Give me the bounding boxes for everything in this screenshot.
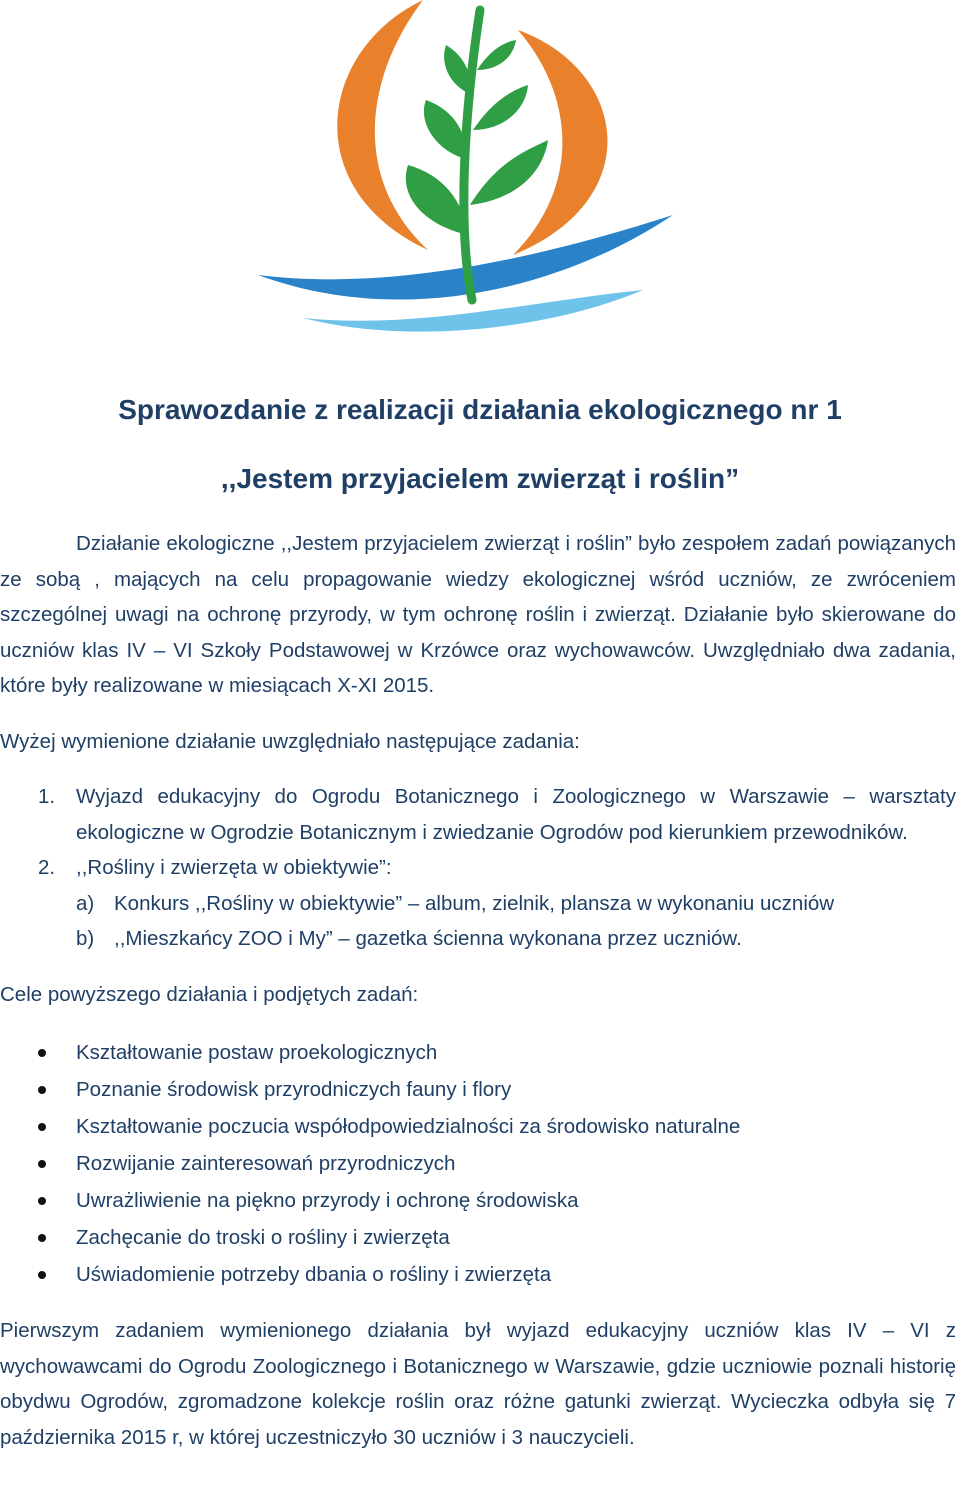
subtask-text: Konkurs ,,Rośliny w obiektywie” – album, zielnik, plansza w wykonaniu uczniów — [114, 891, 835, 915]
goal-text: Zachęcanie do troski o rośliny i zwierzęta — [76, 1226, 450, 1249]
eco-logo — [258, 0, 678, 345]
goal-text: Uświadomienie potrzeby dbania o rośliny i zwierzęta — [76, 1263, 552, 1286]
task-number: 2. — [38, 856, 56, 879]
list-item — [76, 921, 956, 957]
bullet-icon — [38, 1271, 46, 1279]
list-item — [0, 1182, 956, 1219]
goal-text: Poznanie środowisk przyrodniczych fauny i flory — [76, 1078, 512, 1101]
list-item — [0, 1219, 956, 1256]
task-number: 1. — [38, 785, 56, 808]
bullet-icon — [38, 1197, 46, 1205]
document-title: Sprawozdanie z realizacji działania ekologicznego nr 1 — [118, 394, 842, 425]
document-body — [0, 526, 956, 1455]
subtask-letter: a) — [76, 891, 95, 915]
list-item — [76, 886, 956, 922]
goals-intro: Cele powyższego działania i podjętych zadań: — [0, 982, 419, 1006]
orange-left-crescent — [337, 0, 428, 250]
list-item — [0, 850, 956, 957]
document-subtitle: ,,Jestem przyjacielem zwierząt i roślin” — [220, 463, 740, 494]
task-text: ,,Rośliny i zwierzęta w obiektywie”: — [76, 856, 392, 879]
list-item — [0, 1256, 956, 1293]
tasks-list — [0, 779, 956, 957]
goal-text: Kształtowanie postaw proekologicznych — [76, 1041, 438, 1064]
leaf-right-3 — [477, 40, 516, 70]
goal-text: Uwrażliwienie na piękno przyrody i ochronę środowiska — [76, 1189, 579, 1212]
orange-right-crescent — [513, 30, 607, 255]
list-item — [0, 1145, 956, 1182]
goal-text: Rozwijanie zainteresowań przyrodniczych — [76, 1152, 456, 1175]
intro-paragraph: Działanie ekologiczne ,,Jestem przyjacielem zwierząt i roślin” było zespołem zadań powiązanych ze sobą , mających na celu propagowanie wiedzy ekologicznej wśród uczniów, ze zwróceniem szczególnej uwagi na ochronę przyrody, w tym ochronę roślin i zwierząt. Działanie było skierowane do uczniów klas IV – VI Szkoły Podstawowej w Krzówce oraz wychowawców. Uwzględniało dwa zadania, które były realizowane w miesiącach X-XI 2015. — [0, 532, 956, 697]
tasks-intro: Wyżej wymienione działanie uwzględniało następujące zadania: — [0, 729, 580, 753]
leaf-left-2 — [424, 100, 468, 160]
bullet-icon — [38, 1160, 46, 1168]
bullet-icon — [38, 1049, 46, 1057]
subtask-letter: b) — [76, 927, 95, 950]
task-text: Wyjazd edukacyjny do Ogrodu Botanicznego i Zoologicznego w Warszawie – warsztaty ekologiczne w Ogrodzie Botanicznym i zwiedzanie Ogrodów pod kierunkiem przewodników. — [76, 785, 956, 844]
subtask-list — [76, 886, 956, 957]
list-item — [0, 1034, 956, 1071]
leaf-left-1 — [406, 165, 468, 235]
list-item — [0, 1108, 956, 1145]
bullet-icon — [38, 1123, 46, 1131]
leaf-right-1 — [470, 140, 548, 205]
goal-text: Kształtowanie poczucia współodpowiedzialności za środowisko naturalne — [76, 1115, 741, 1138]
list-item — [0, 1071, 956, 1108]
leaf-right-2 — [473, 85, 528, 130]
goals-list — [0, 1034, 956, 1293]
final-paragraph: Pierwszym zadaniem wymienionego działania był wyjazd edukacyjny uczniów klas IV – VI z wychowawcami do Ogrodu Zoologicznego i Botanicznego w Warszawie, gdzie uczniowie poznali historię obydwu Ogrodów, zgromadzone kolekcje roślin oraz różne gatunki zwierząt. Wycieczka odbyła się 7 października 2015 r, w której uczestniczyło 30 uczniów i 3 nauczycieli. — [0, 1319, 956, 1449]
bullet-icon — [38, 1234, 46, 1242]
list-item — [0, 779, 956, 850]
subtask-text: ,,Mieszkańcy ZOO i My” – gazetka ścienna wykonana przez uczniów. — [114, 927, 742, 950]
bullet-icon — [38, 1086, 46, 1094]
